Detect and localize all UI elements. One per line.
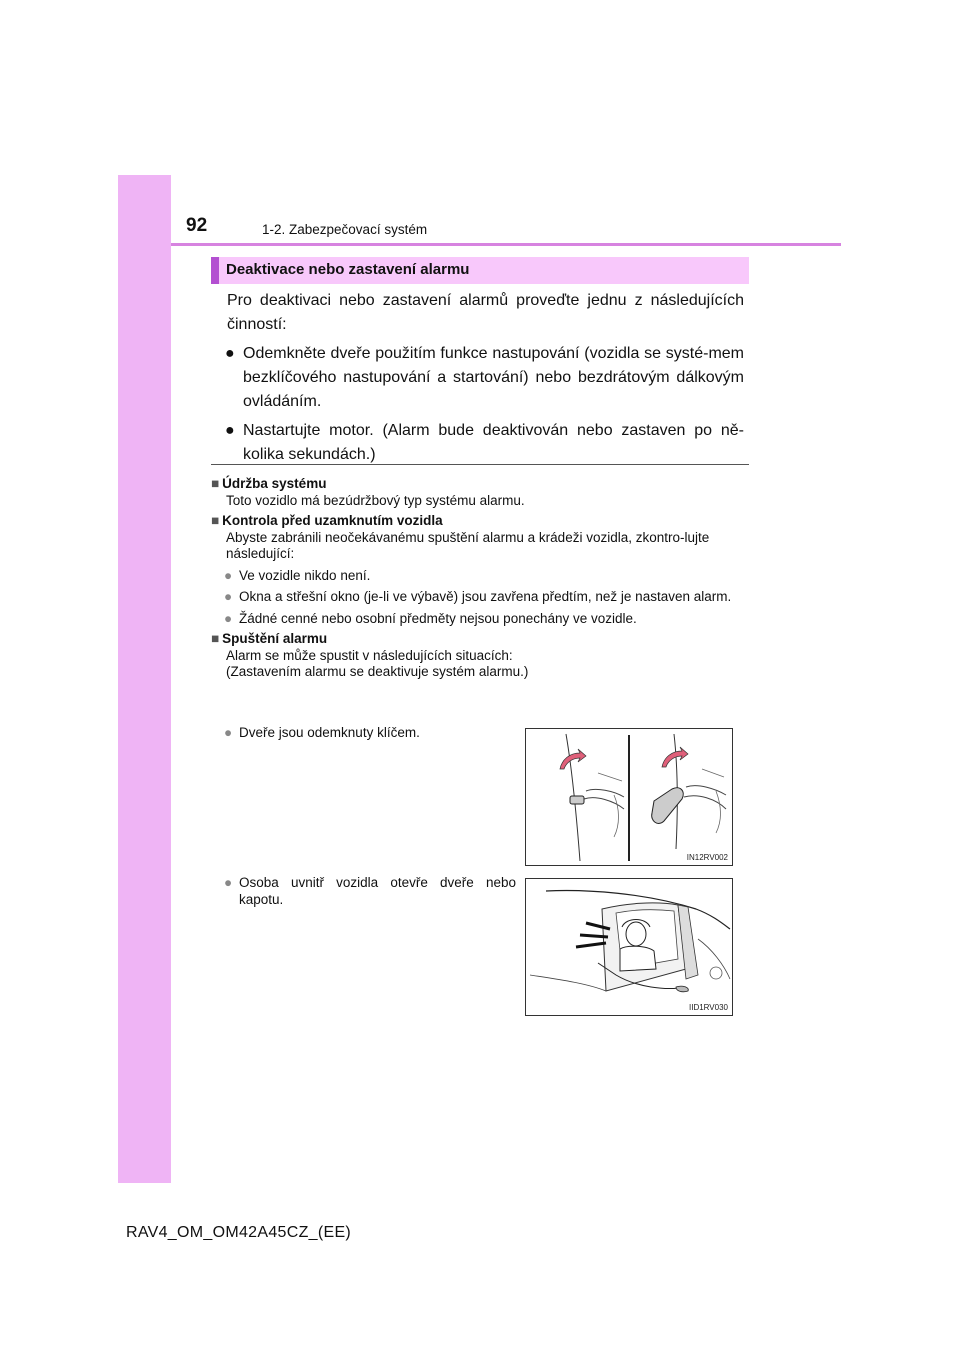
main-instructions	[227, 289, 744, 467]
list-item	[227, 419, 744, 467]
note-body: Alarm se může spustit v následujících situacích: (Zastavením alarmu se deaktivuje systém alarmu.)	[226, 647, 529, 679]
note-title: ■ Údržba systému	[211, 476, 327, 491]
list-item	[227, 342, 744, 414]
page-sidebar-tab	[118, 175, 171, 1183]
header-divider	[171, 243, 841, 246]
figure-door-open	[525, 878, 733, 1016]
section-heading	[211, 257, 749, 284]
note-title: ■ Spuštění alarmu	[211, 631, 328, 646]
page-number: 92	[186, 215, 208, 236]
note-title: ■ Kontrola před uzamknutím vozidla	[211, 513, 443, 528]
square-icon: ■	[211, 476, 220, 491]
key-unlock-illustration	[526, 729, 732, 865]
square-icon: ■	[211, 513, 220, 528]
bullet-icon: ●	[224, 589, 233, 604]
note-body: Toto vozidlo má bezúdržbový typ systému alarmu.	[226, 492, 525, 508]
door-open-illustration	[526, 879, 732, 1015]
section-title: 1-2. Zabezpečovací systém	[262, 222, 428, 237]
list-item: ● Ve vozidle nikdo není.	[224, 567, 371, 583]
list-item: ● Žádné cenné nebo osobní předměty nejsou ponechány ve vozidle.	[224, 610, 637, 626]
notes-divider	[211, 464, 749, 465]
intro-text: Pro deaktivaci nebo zastavení alarmů proveďte jednu z následujících činností:	[227, 292, 744, 333]
heading-text: Deaktivace nebo zastavení alarmu	[226, 261, 470, 278]
bullet-icon: ●	[224, 875, 233, 890]
bullet-icon: ●	[224, 610, 233, 626]
figure-key-unlock	[525, 728, 733, 866]
notes-section	[211, 472, 749, 681]
note-body: Abyste zabránili neočekávanému spuštění alarmu a krádeži vozidla, zkontro-lujte následující:	[226, 529, 710, 561]
figure-code: IID1RV030	[689, 1003, 728, 1012]
list-item: ● Okna a střešní okno (je-li ve výbavě) jsou zavřena předtím, než je nastaven alarm.	[224, 589, 732, 604]
bullet-text: Odemkněte dveře použitím funkce nastupování (vozidla se systé-mem bezklíčového nastupování a startování) nebo bezdrátovým dálkovým ovládáním.	[243, 345, 744, 410]
bullet-icon: ●	[225, 422, 235, 439]
bullet-text: Nastartujte motor. (Alarm bude deaktivován nebo zastaven po ně-kolika sekundách.)	[243, 422, 744, 463]
heading-accent	[211, 257, 219, 284]
figure-code: IN12RV002	[686, 853, 728, 862]
list-item: ● Osoba uvnitř vozidla otevře dveře nebo kapotu.	[224, 875, 516, 907]
footer-code: RAV4_OM_OM42A45CZ_(EE)	[126, 1224, 352, 1241]
bullet-icon: ●	[224, 725, 233, 740]
square-icon: ■	[211, 631, 220, 646]
list-item: ● Dveře jsou odemknuty klíčem.	[224, 725, 420, 740]
bullet-icon: ●	[225, 345, 235, 362]
bullet-icon: ●	[224, 567, 233, 583]
